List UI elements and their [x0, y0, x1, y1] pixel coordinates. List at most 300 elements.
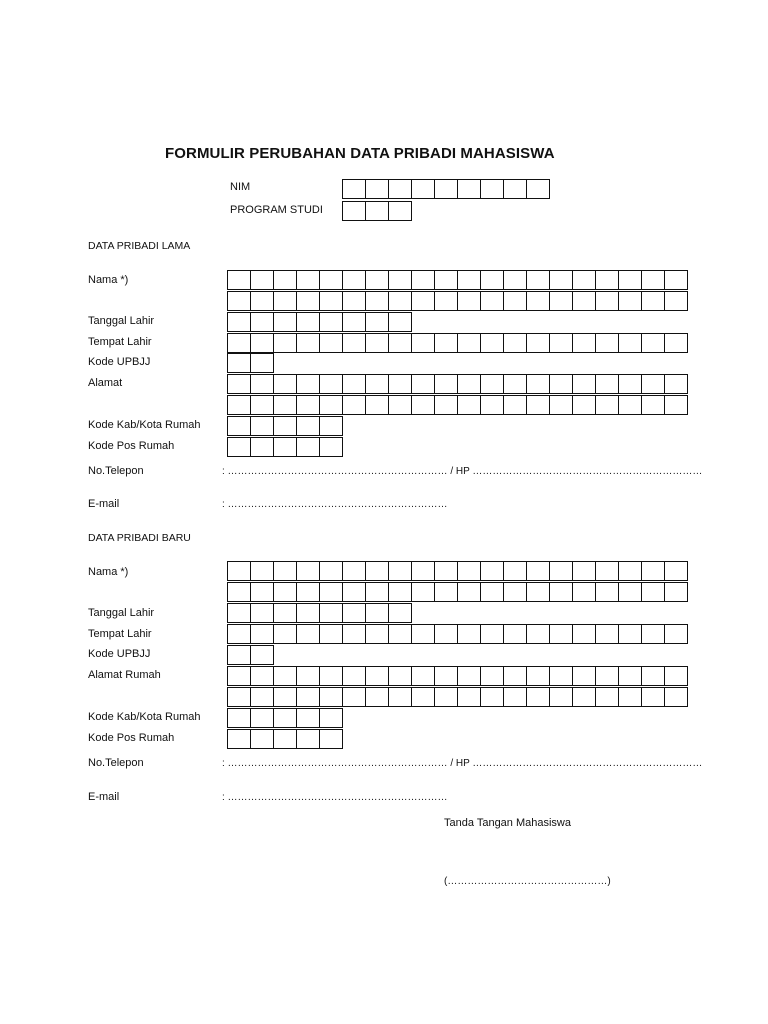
new-telepon-hp-field[interactable]: : ………………………………………………………… / HP …………………………………………………………… — [222, 758, 703, 769]
character-box[interactable] — [618, 561, 642, 581]
character-box[interactable] — [549, 395, 573, 415]
character-box[interactable] — [595, 582, 619, 602]
character-box[interactable] — [250, 624, 274, 644]
character-box[interactable] — [250, 687, 274, 707]
character-box[interactable] — [480, 666, 504, 686]
old-email-label: E-mail — [88, 498, 120, 510]
character-box[interactable] — [526, 582, 550, 602]
character-box[interactable] — [296, 374, 320, 394]
character-box[interactable] — [296, 312, 320, 332]
character-box[interactable] — [250, 353, 274, 373]
character-box[interactable] — [618, 374, 642, 394]
character-box[interactable] — [503, 395, 527, 415]
character-box[interactable] — [342, 603, 366, 623]
character-box[interactable] — [434, 561, 458, 581]
character-box[interactable] — [319, 624, 343, 644]
character-box[interactable] — [480, 179, 504, 199]
character-box[interactable] — [664, 333, 688, 353]
old-nama-boxes-row2[interactable] — [227, 291, 687, 310]
character-box[interactable] — [388, 333, 412, 353]
character-box[interactable] — [549, 333, 573, 353]
character-box[interactable] — [572, 582, 596, 602]
character-box[interactable] — [227, 729, 251, 749]
character-box[interactable] — [549, 582, 573, 602]
character-box[interactable] — [319, 333, 343, 353]
character-box[interactable] — [434, 687, 458, 707]
character-box[interactable] — [457, 624, 481, 644]
character-box[interactable] — [227, 333, 251, 353]
new-alamat-boxes-row1[interactable] — [227, 666, 687, 685]
section-heading-new: DATA PRIBADI BARU — [88, 532, 191, 544]
character-box[interactable] — [664, 624, 688, 644]
character-box[interactable] — [296, 561, 320, 581]
character-box[interactable] — [273, 561, 297, 581]
new-kode-pos-boxes[interactable] — [227, 729, 342, 748]
old-kode-pos-label: Kode Pos Rumah — [88, 440, 175, 452]
character-box[interactable] — [319, 687, 343, 707]
old-kode-pos-boxes[interactable] — [227, 437, 342, 456]
character-box[interactable] — [411, 291, 435, 311]
character-box[interactable] — [296, 395, 320, 415]
character-box[interactable] — [434, 270, 458, 290]
new-tempat-lahir-boxes[interactable] — [227, 624, 687, 643]
character-box[interactable] — [480, 561, 504, 581]
character-box[interactable] — [480, 291, 504, 311]
character-box[interactable] — [273, 687, 297, 707]
new-kode-kab-kota-label: Kode Kab/Kota Rumah — [88, 711, 201, 723]
character-box[interactable] — [595, 561, 619, 581]
character-box[interactable] — [273, 603, 297, 623]
character-box[interactable] — [595, 270, 619, 290]
character-box[interactable] — [411, 582, 435, 602]
character-box[interactable] — [227, 708, 251, 728]
character-box[interactable] — [503, 333, 527, 353]
character-box[interactable] — [342, 395, 366, 415]
character-box[interactable] — [227, 687, 251, 707]
character-box[interactable] — [618, 582, 642, 602]
character-box[interactable] — [227, 291, 251, 311]
character-box[interactable] — [641, 270, 665, 290]
character-box[interactable] — [342, 270, 366, 290]
character-box[interactable] — [572, 624, 596, 644]
character-box[interactable] — [250, 666, 274, 686]
character-box[interactable] — [342, 333, 366, 353]
character-box[interactable] — [319, 312, 343, 332]
character-box[interactable] — [526, 179, 550, 199]
character-box[interactable] — [227, 416, 251, 436]
new-tempat-lahir-label: Tempat Lahir — [88, 628, 152, 640]
character-box[interactable] — [250, 291, 274, 311]
character-box[interactable] — [572, 374, 596, 394]
character-box[interactable] — [526, 374, 550, 394]
character-box[interactable] — [618, 270, 642, 290]
character-box[interactable] — [411, 333, 435, 353]
character-box[interactable] — [595, 395, 619, 415]
character-box[interactable] — [480, 624, 504, 644]
character-box[interactable] — [388, 582, 412, 602]
character-box[interactable] — [273, 270, 297, 290]
character-box[interactable] — [250, 374, 274, 394]
character-box[interactable] — [388, 687, 412, 707]
character-box[interactable] — [503, 270, 527, 290]
character-box[interactable] — [319, 291, 343, 311]
old-kode-kab-kota-label: Kode Kab/Kota Rumah — [88, 419, 201, 431]
character-box[interactable] — [388, 312, 412, 332]
character-box[interactable] — [273, 291, 297, 311]
character-box[interactable] — [664, 395, 688, 415]
character-box[interactable] — [549, 374, 573, 394]
character-box[interactable] — [250, 561, 274, 581]
nim-label: NIM — [230, 181, 251, 193]
old-kode-upbjj-label: Kode UPBJJ — [88, 356, 151, 368]
character-box[interactable] — [296, 624, 320, 644]
character-box[interactable] — [250, 603, 274, 623]
character-box[interactable] — [549, 666, 573, 686]
signature-line[interactable]: (…………………………………………) — [444, 876, 611, 887]
character-box[interactable] — [480, 270, 504, 290]
character-box[interactable] — [319, 416, 343, 436]
character-box[interactable] — [503, 561, 527, 581]
character-box[interactable] — [365, 333, 389, 353]
character-box[interactable] — [296, 666, 320, 686]
new-email-field[interactable]: : ………………………………………………………… — [222, 792, 448, 803]
character-box[interactable] — [250, 333, 274, 353]
character-box[interactable] — [319, 561, 343, 581]
character-box[interactable] — [227, 395, 251, 415]
character-box[interactable] — [664, 374, 688, 394]
new-nama-label: Nama *) — [88, 566, 129, 578]
character-box[interactable] — [296, 270, 320, 290]
character-box[interactable] — [273, 416, 297, 436]
character-box[interactable] — [250, 395, 274, 415]
new-tanggal-lahir-boxes[interactable] — [227, 603, 411, 622]
character-box[interactable] — [526, 291, 550, 311]
character-box[interactable] — [296, 687, 320, 707]
character-box[interactable] — [388, 395, 412, 415]
character-box[interactable] — [342, 201, 366, 221]
character-box[interactable] — [618, 666, 642, 686]
character-box[interactable] — [296, 416, 320, 436]
character-box[interactable] — [503, 666, 527, 686]
character-box[interactable] — [549, 624, 573, 644]
character-box[interactable] — [227, 561, 251, 581]
character-box[interactable] — [457, 561, 481, 581]
program-studi-boxes[interactable] — [342, 201, 411, 220]
character-box[interactable] — [342, 179, 366, 199]
character-box[interactable] — [365, 179, 389, 199]
character-box[interactable] — [526, 395, 550, 415]
character-box[interactable] — [549, 687, 573, 707]
old-nama-label: Nama *) — [88, 274, 129, 286]
character-box[interactable] — [319, 582, 343, 602]
character-box[interactable] — [595, 624, 619, 644]
character-box[interactable] — [273, 624, 297, 644]
character-box[interactable] — [618, 291, 642, 311]
new-kode-upbjj-boxes[interactable] — [227, 645, 273, 664]
old-alamat-boxes-row2[interactable] — [227, 395, 687, 414]
character-box[interactable] — [388, 666, 412, 686]
character-box[interactable] — [457, 374, 481, 394]
character-box[interactable] — [319, 270, 343, 290]
new-kode-upbjj-label: Kode UPBJJ — [88, 648, 151, 660]
character-box[interactable] — [227, 374, 251, 394]
old-kode-upbjj-boxes[interactable] — [227, 353, 273, 372]
character-box[interactable] — [319, 708, 343, 728]
new-telepon-label: No.Telepon — [88, 757, 144, 769]
character-box[interactable] — [296, 582, 320, 602]
nim-boxes[interactable] — [342, 179, 549, 198]
character-box[interactable] — [342, 582, 366, 602]
character-box[interactable] — [457, 270, 481, 290]
character-box[interactable] — [503, 582, 527, 602]
character-box[interactable] — [273, 374, 297, 394]
character-box[interactable] — [595, 333, 619, 353]
character-box[interactable] — [549, 270, 573, 290]
character-box[interactable] — [227, 645, 251, 665]
old-nama-boxes-row1[interactable] — [227, 270, 687, 289]
character-box[interactable] — [273, 437, 297, 457]
character-box[interactable] — [595, 687, 619, 707]
character-box[interactable] — [664, 561, 688, 581]
character-box[interactable] — [365, 687, 389, 707]
old-tanggal-lahir-boxes[interactable] — [227, 312, 411, 331]
character-box[interactable] — [365, 291, 389, 311]
character-box[interactable] — [457, 687, 481, 707]
character-box[interactable] — [503, 687, 527, 707]
character-box[interactable] — [434, 291, 458, 311]
character-box[interactable] — [641, 624, 665, 644]
character-box[interactable] — [618, 624, 642, 644]
character-box[interactable] — [250, 729, 274, 749]
character-box[interactable] — [480, 687, 504, 707]
character-box[interactable] — [664, 270, 688, 290]
character-box[interactable] — [388, 291, 412, 311]
character-box[interactable] — [434, 666, 458, 686]
character-box[interactable] — [503, 179, 527, 199]
new-email-label: E-mail — [88, 791, 120, 803]
character-box[interactable] — [526, 687, 550, 707]
character-box[interactable] — [618, 395, 642, 415]
character-box[interactable] — [388, 201, 412, 221]
section-heading-old: DATA PRIBADI LAMA — [88, 240, 191, 252]
old-tempat-lahir-label: Tempat Lahir — [88, 336, 152, 348]
character-box[interactable] — [365, 624, 389, 644]
character-box[interactable] — [273, 395, 297, 415]
character-box[interactable] — [342, 291, 366, 311]
signature-label: Tanda Tangan Mahasiswa — [444, 817, 571, 829]
character-box[interactable] — [411, 561, 435, 581]
character-box[interactable] — [273, 312, 297, 332]
character-box[interactable] — [365, 201, 389, 221]
character-box[interactable] — [526, 561, 550, 581]
old-telepon-hp-field[interactable]: : ………………………………………………………… / HP …………………………………………………………… — [222, 466, 703, 477]
character-box[interactable] — [250, 645, 274, 665]
character-box[interactable] — [641, 291, 665, 311]
character-box[interactable] — [342, 624, 366, 644]
character-box[interactable] — [434, 374, 458, 394]
character-box[interactable] — [457, 179, 481, 199]
character-box[interactable] — [572, 687, 596, 707]
new-kode-pos-label: Kode Pos Rumah — [88, 732, 175, 744]
character-box[interactable] — [411, 624, 435, 644]
character-box[interactable] — [572, 270, 596, 290]
character-box[interactable] — [526, 624, 550, 644]
character-box[interactable] — [572, 291, 596, 311]
character-box[interactable] — [572, 666, 596, 686]
character-box[interactable] — [342, 687, 366, 707]
character-box[interactable] — [296, 437, 320, 457]
new-tanggal-lahir-label: Tanggal Lahir — [88, 607, 155, 619]
character-box[interactable] — [434, 624, 458, 644]
character-box[interactable] — [365, 582, 389, 602]
character-box[interactable] — [319, 603, 343, 623]
character-box[interactable] — [250, 312, 274, 332]
new-alamat-boxes-row2[interactable] — [227, 687, 687, 706]
old-tanggal-lahir-label: Tanggal Lahir — [88, 315, 155, 327]
character-box[interactable] — [457, 333, 481, 353]
character-box[interactable] — [227, 624, 251, 644]
character-box[interactable] — [365, 603, 389, 623]
character-box[interactable] — [434, 582, 458, 602]
character-box[interactable] — [411, 687, 435, 707]
character-box[interactable] — [618, 333, 642, 353]
character-box[interactable] — [273, 582, 297, 602]
character-box[interactable] — [319, 437, 343, 457]
new-alamat-rumah-label: Alamat Rumah — [88, 669, 161, 681]
character-box[interactable] — [411, 179, 435, 199]
character-box[interactable] — [503, 291, 527, 311]
character-box[interactable] — [434, 179, 458, 199]
character-box[interactable] — [388, 179, 412, 199]
old-kode-kab-kota-boxes[interactable] — [227, 416, 342, 435]
character-box[interactable] — [434, 333, 458, 353]
character-box[interactable] — [250, 582, 274, 602]
character-box[interactable] — [595, 666, 619, 686]
character-box[interactable] — [365, 395, 389, 415]
old-tempat-lahir-boxes[interactable] — [227, 333, 687, 352]
character-box[interactable] — [411, 395, 435, 415]
character-box[interactable] — [319, 729, 343, 749]
character-box[interactable] — [641, 333, 665, 353]
character-box[interactable] — [526, 333, 550, 353]
character-box[interactable] — [549, 561, 573, 581]
character-box[interactable] — [664, 582, 688, 602]
character-box[interactable] — [388, 374, 412, 394]
character-box[interactable] — [411, 666, 435, 686]
character-box[interactable] — [572, 333, 596, 353]
character-box[interactable] — [457, 582, 481, 602]
character-box[interactable] — [273, 333, 297, 353]
character-box[interactable] — [319, 666, 343, 686]
character-box[interactable] — [296, 333, 320, 353]
character-box[interactable] — [227, 270, 251, 290]
old-email-field[interactable]: : ………………………………………………………… — [222, 499, 448, 510]
character-box[interactable] — [434, 395, 458, 415]
character-box[interactable] — [342, 312, 366, 332]
character-box[interactable] — [296, 729, 320, 749]
character-box[interactable] — [273, 666, 297, 686]
new-nama-boxes-row2[interactable] — [227, 582, 687, 601]
character-box[interactable] — [227, 312, 251, 332]
character-box[interactable] — [319, 374, 343, 394]
character-box[interactable] — [250, 416, 274, 436]
character-box[interactable] — [227, 353, 251, 373]
character-box[interactable] — [526, 270, 550, 290]
character-box[interactable] — [250, 270, 274, 290]
character-box[interactable] — [296, 603, 320, 623]
character-box[interactable] — [664, 291, 688, 311]
character-box[interactable] — [641, 687, 665, 707]
character-box[interactable] — [227, 582, 251, 602]
character-box[interactable] — [664, 666, 688, 686]
character-box[interactable] — [572, 395, 596, 415]
character-box[interactable] — [549, 291, 573, 311]
form-title: FORMULIR PERUBAHAN DATA PRIBADI MAHASISWA — [165, 145, 555, 162]
new-kode-kab-kota-boxes[interactable] — [227, 708, 342, 727]
character-box[interactable] — [641, 395, 665, 415]
character-box[interactable] — [365, 666, 389, 686]
character-box[interactable] — [503, 374, 527, 394]
character-box[interactable] — [457, 291, 481, 311]
character-box[interactable] — [227, 603, 251, 623]
character-box[interactable] — [457, 666, 481, 686]
character-box[interactable] — [480, 374, 504, 394]
character-box[interactable] — [503, 624, 527, 644]
character-box[interactable] — [250, 708, 274, 728]
character-box[interactable] — [664, 687, 688, 707]
character-box[interactable] — [388, 561, 412, 581]
new-nama-boxes-row1[interactable] — [227, 561, 687, 580]
character-box[interactable] — [296, 291, 320, 311]
character-box[interactable] — [641, 582, 665, 602]
character-box[interactable] — [227, 437, 251, 457]
character-box[interactable] — [480, 582, 504, 602]
character-box[interactable] — [641, 374, 665, 394]
character-box[interactable] — [365, 312, 389, 332]
character-box[interactable] — [388, 624, 412, 644]
character-box[interactable] — [342, 561, 366, 581]
old-alamat-label: Alamat — [88, 377, 123, 389]
character-box[interactable] — [250, 437, 274, 457]
character-box[interactable] — [641, 561, 665, 581]
character-box[interactable] — [273, 708, 297, 728]
character-box[interactable] — [480, 333, 504, 353]
character-box[interactable] — [273, 729, 297, 749]
character-box[interactable] — [365, 270, 389, 290]
character-box[interactable] — [365, 561, 389, 581]
character-box[interactable] — [618, 687, 642, 707]
character-box[interactable] — [572, 561, 596, 581]
character-box[interactable] — [641, 666, 665, 686]
character-box[interactable] — [411, 374, 435, 394]
character-box[interactable] — [296, 708, 320, 728]
character-box[interactable] — [319, 395, 343, 415]
character-box[interactable] — [411, 270, 435, 290]
character-box[interactable] — [457, 395, 481, 415]
old-alamat-boxes-row1[interactable] — [227, 374, 687, 393]
character-box[interactable] — [595, 374, 619, 394]
character-box[interactable] — [342, 666, 366, 686]
character-box[interactable] — [388, 603, 412, 623]
character-box[interactable] — [227, 666, 251, 686]
character-box[interactable] — [595, 291, 619, 311]
character-box[interactable] — [342, 374, 366, 394]
character-box[interactable] — [480, 395, 504, 415]
character-box[interactable] — [365, 374, 389, 394]
character-box[interactable] — [526, 666, 550, 686]
program-studi-label: PROGRAM STUDI — [230, 204, 323, 216]
character-box[interactable] — [388, 270, 412, 290]
